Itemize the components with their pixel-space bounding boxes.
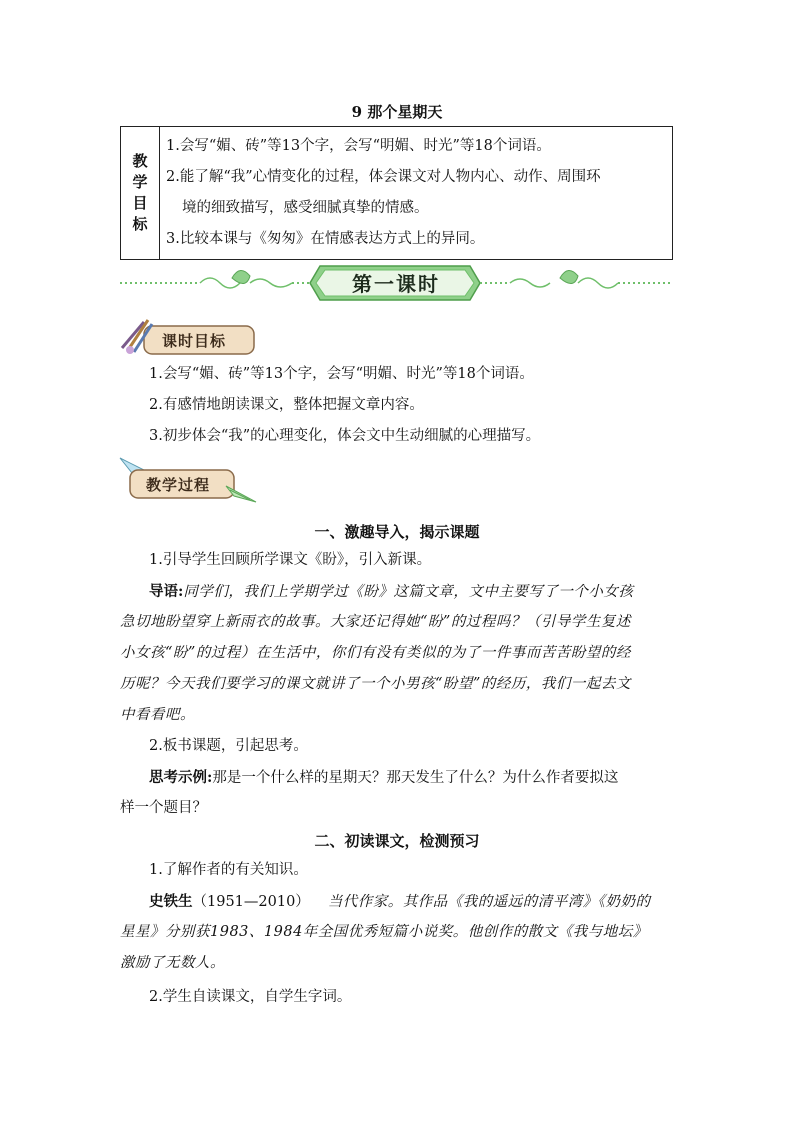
intro-text: 急切地盼望穿上新雨衣的故事。大家还记得她“盼”的过程吗？（引导学生复述	[120, 614, 631, 630]
goal-item: 1.会写“媚、砖”等13个字，会写“明媚、时光”等18个词语。	[166, 138, 551, 154]
intro-text: 同学们，我们上学期学过《盼》这篇文章，文中主要写了一个小女孩	[183, 584, 634, 600]
goal-item: 2.能了解“我”心情变化的过程，体会课文对人物内心、动作、周围环	[166, 169, 601, 185]
goals-header-char: 教	[132, 152, 148, 170]
objectives-badge	[118, 318, 258, 358]
section-heading: 二、初读课文，检测预习	[314, 832, 480, 850]
author-text: 当代作家。其作品《我的遥远的清平湾》《奶奶的	[327, 894, 651, 910]
author-text: 星星》分别获1983、1984年全国优秀短篇小说奖。他创作的散文《我与地坛》	[120, 924, 648, 940]
example-line	[120, 762, 673, 794]
objective-item: 3.初步体会“我”的心理变化，体会文中生动细腻的心理描写。	[149, 428, 541, 444]
author-years: （1951—2010）	[192, 894, 310, 910]
example-label: 思考示例:	[149, 769, 213, 786]
step-text: 1.引导学生回顾所学课文《盼》，引入新课。	[149, 552, 432, 568]
intro-paragraph-line	[120, 576, 673, 608]
step-text: 2.板书课题，引起思考。	[149, 738, 308, 754]
goals-header-char: 目	[132, 194, 148, 212]
lesson-title: 第一课时	[352, 272, 440, 296]
lesson-banner	[120, 260, 673, 306]
intro-text: 中看看吧。	[120, 707, 195, 723]
page-title: 9 那个星期天	[351, 103, 443, 121]
process-badge-label: 教学过程	[146, 476, 211, 494]
objectives-badge-label: 课时目标	[162, 332, 227, 350]
author-text: 激励了无数人。	[120, 955, 225, 971]
goals-body	[160, 127, 673, 260]
step-text: 1.了解作者的有关知识。	[149, 862, 308, 878]
example-text: 那是一个什么样的星期天？那天发生了什么？为什么作者要拟这	[212, 770, 619, 786]
intro-text: 历呢？今天我们要学习的课文就讲了一个小男孩“盼望”的经历，我们一起去文	[120, 676, 631, 692]
goals-header-char: 标	[132, 215, 148, 233]
author-line	[120, 886, 673, 918]
step-text: 2.学生自读课文，自学生字词。	[149, 989, 352, 1005]
example-text: 样一个题目？	[120, 800, 207, 816]
objective-item: 1.会写“媚、砖”等13个字，会写“明媚、时光”等18个词语。	[149, 366, 534, 382]
objective-item: 2.有感情地朗读课文，整体把握文章内容。	[149, 397, 424, 413]
goal-item: 3.比较本课与《匆匆》在情感表达方式上的异同。	[166, 231, 485, 247]
teaching-goals-table	[120, 126, 673, 260]
goal-item-continued: 境的细致描写，感受细腻真挚的情感。	[182, 200, 429, 216]
intro-text: 小女孩“盼”的过程）在生活中，你们有没有类似的为了一件事而苦苦盼望的经	[120, 645, 631, 661]
process-badge	[118, 456, 258, 508]
goals-header	[121, 127, 160, 260]
section-heading: 一、激趣导入，揭示课题	[314, 523, 480, 541]
goals-header-char: 学	[132, 173, 148, 191]
author-name: 史铁生	[149, 893, 193, 910]
intro-label: 导语:	[149, 583, 184, 600]
